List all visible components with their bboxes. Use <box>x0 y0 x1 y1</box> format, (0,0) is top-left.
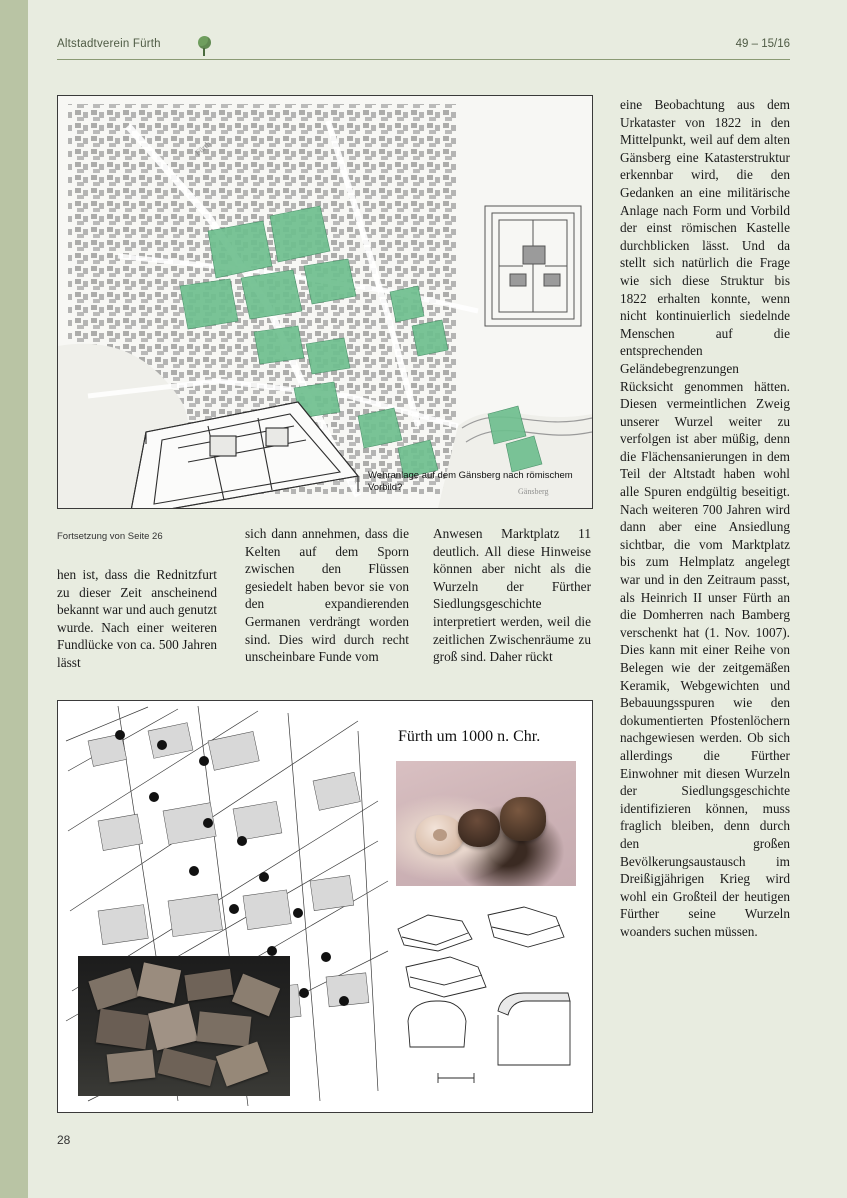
page-number: 28 <box>57 1133 71 1147</box>
figure-finds-map <box>57 700 593 1113</box>
body-column-right: eine Beobachtung aus dem Urkataster von 1822 in den Mittelpunkt, weil auf dem alten Gänsberg eine Katasterstruktur erkennbar wird, die den Gedanken an eine militärische Anlage nach Form und Vorbild der einst römischen Kastelle durchblicken lässt. Und da stellt sich natürlich die Frage wie sich diese Struktur bis 1822 erhalten konnte, wenn nicht kontinuierlich siedelnde Menschen auf die entsprechenden Geländebegrenzungen Rücksicht genommen hätten. Diesen vermeintlichen Zweig unserer Wurzel weiter zu verfolgen ist aber müßig, denn die Flächensanierungen in dem Teil der Altstadt haben wohl alle Spuren endgültig beseitigt. Nach weiteren 700 Jahren wird dann aber eine Ansiedlung sichtbar, die vom Marktplatz bis zum Helmplatz angelegt war und in den Zeitraum passt, als Heinrich II unser Fürth an die Domherren nach Bamberg verschenkt hat (1. Nov. 1007). Dies kann mit einer Reihe von Belegen wie der zeitgemäßen Keramik, Webgewichten und Bebauungsspuren wie den dokumentierten Pfostenlöchern nachgewiesen werden. Ob sich allerdings die Fürther Einwohner mit diesen Wurzeln der Siedlungsgeschichte identifizieren können, muss fraglich bleiben, denn durch den großen Bevölkerungsaustausch im Dreißigjährigen Krieg wird wohl ein Großteil der heutigen Fürther seine Wurzeln woanders suchen müssen. <box>620 97 790 939</box>
svg-text:Gänsberg: Gänsberg <box>518 487 549 496</box>
page-header <box>57 36 790 60</box>
figure-bottom-title: Fürth um 1000 n. Chr. <box>398 728 541 745</box>
scherben-vitrine-foto <box>78 956 290 1096</box>
body-column-2: sich dann annehmen, dass die Kelten auf dem Sporn zwischen den Flüssen gesiedelt haben bevor sie von den expandierenden Germanen verdrängt worden sind. Dies wird durch recht unscheinbare Funde vom <box>245 526 409 665</box>
continuation-note: Fortsetzung von Seite 26 <box>57 531 163 542</box>
historic-map-graphic <box>58 96 592 508</box>
header-issue: 49 – 15/16 <box>735 38 790 50</box>
keramik-funde-foto <box>396 761 576 886</box>
body-column-3: Anwesen Marktplatz 11 deutlich. All diese Hinweise können aber nicht als die Wurzeln der Fürther Siedlungsgeschichte interpretiert werden, weil die zeitlichen Zwischenräume zu groß sind. Daher rückt <box>433 526 591 665</box>
header-title: Altstadtverein Fürth <box>57 38 161 50</box>
svg-text:Fürth: Fürth <box>193 139 213 158</box>
figure-top-caption: Wehranlage auf dem Gänsberg nach römischem Vorbild? <box>368 470 573 493</box>
page-side-bar <box>0 0 28 1198</box>
balloon-icon <box>197 36 213 58</box>
body-column-1: hen ist, dass die Rednitzfurt zu dieser Zeit anscheinend bekannt war und auch genutzt wurde. Nach einer weiteren Fundlücke von ca. 500 Jahren lässt <box>57 567 217 670</box>
figure-historic-map <box>57 95 593 509</box>
header-divider <box>57 59 790 60</box>
